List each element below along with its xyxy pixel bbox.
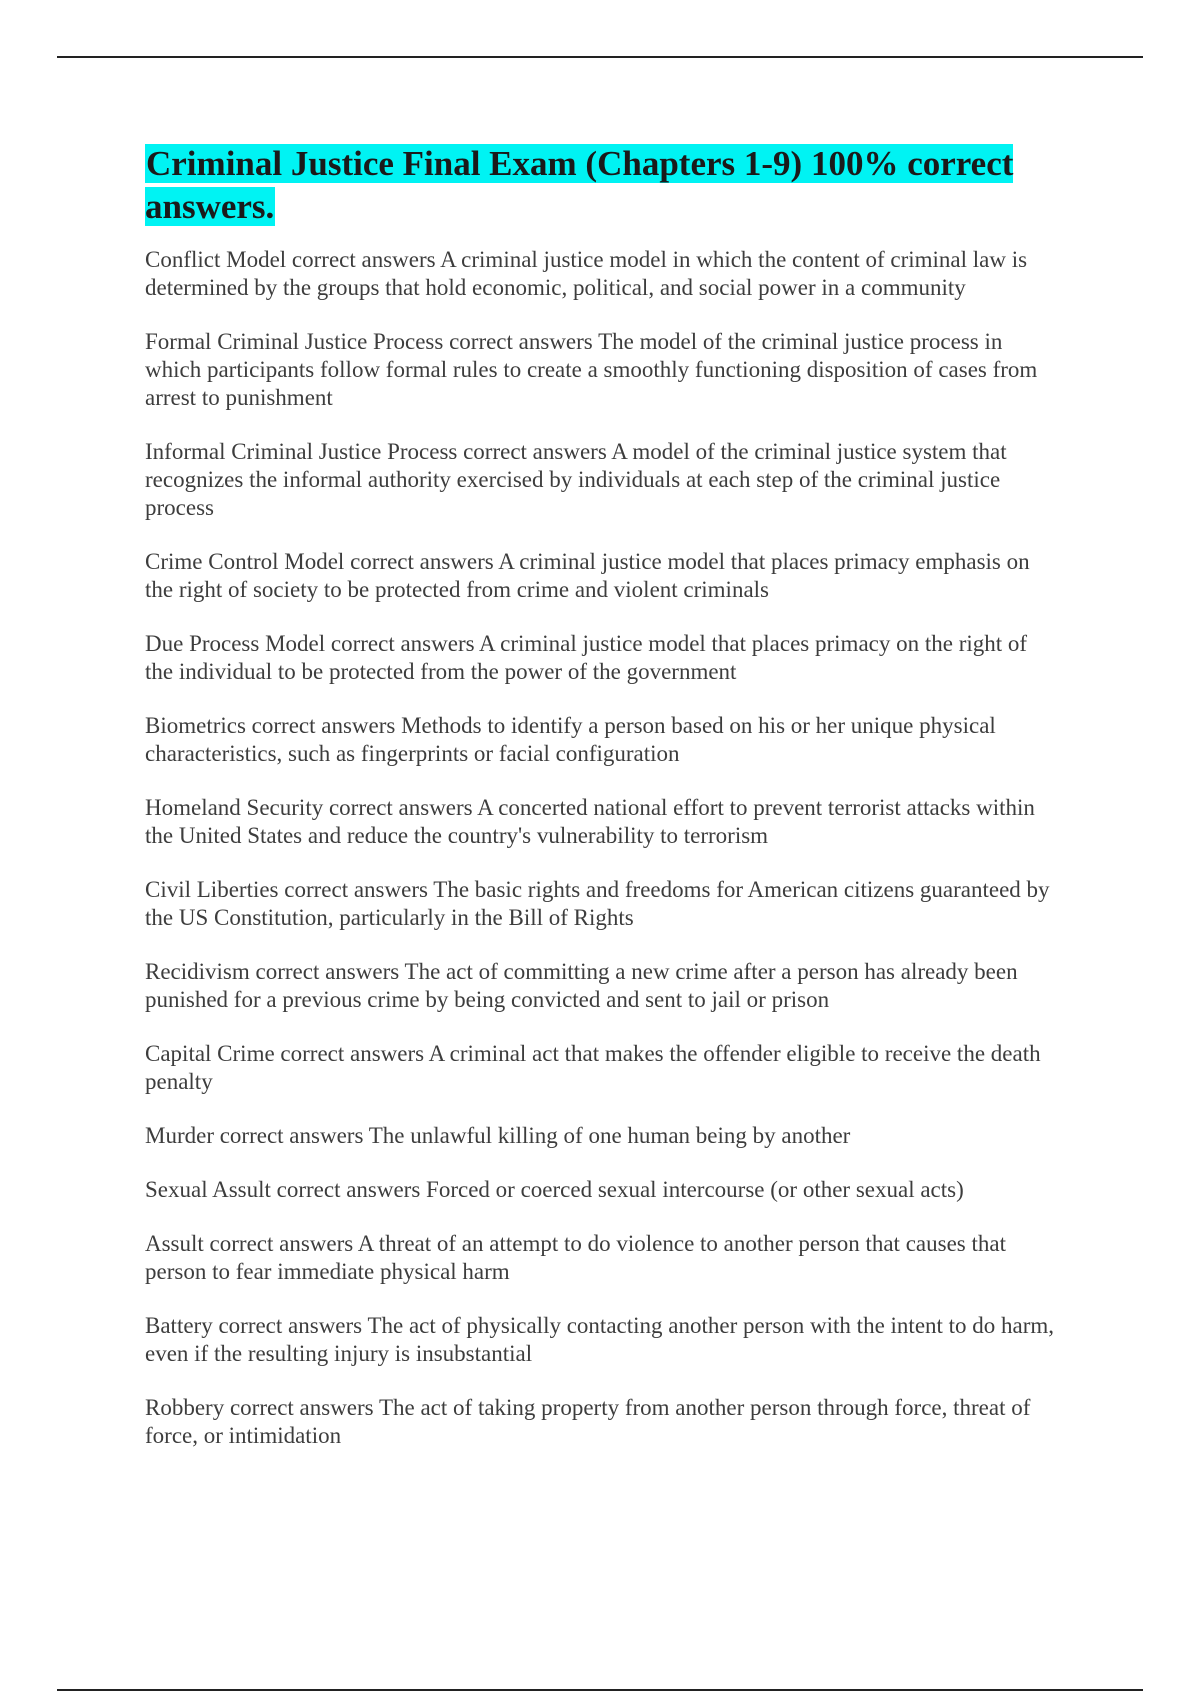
glossary-entry: Battery correct answers The act of physically contacting another person with the intent to do harm, even if the resulting injury is insubstantial xyxy=(145,1313,1055,1366)
glossary-entry: Capital Crime correct answers A criminal act that makes the offender eligible to receive the death penalty xyxy=(145,1041,1041,1094)
header-rule xyxy=(57,56,1143,58)
document-title xyxy=(145,142,1060,228)
glossary-entry: Assult correct answers A threat of an attempt to do violence to another person that causes that person to fear immediate physical harm xyxy=(145,1231,1006,1284)
glossary-list xyxy=(145,246,1060,1450)
glossary-entry: Homeland Security correct answers A concerted national effort to prevent terrorist attacks within the United States and reduce the country's vulnerability to terrorism xyxy=(145,795,1035,848)
glossary-entry: Conflict Model correct answers A criminal justice model in which the content of criminal law is determined by the groups that hold economic, political, and social power in a community xyxy=(145,247,1028,300)
glossary-entry: Formal Criminal Justice Process correct answers The model of the criminal justice process in which participants follow formal rules to create a smoothly functioning disposition of cases from arrest to punishment xyxy=(145,329,1038,410)
glossary-entry: Due Process Model correct answers A criminal justice model that places primacy on the right of the individual to be protected from the power of the government xyxy=(145,631,1028,684)
glossary-entry: Crime Control Model correct answers A criminal justice model that places primacy emphasis on the right of society to be protected from crime and violent criminals xyxy=(145,549,1030,602)
title-highlight: Criminal Justice Final Exam (Chapters 1-9) 100% correct answers. xyxy=(145,144,1014,226)
footer-rule xyxy=(57,1689,1143,1691)
document-body xyxy=(145,142,1060,1476)
glossary-entry: Recidivism correct answers The act of committing a new crime after a person has already been punished for a previous crime by being convicted and sent to jail or prison xyxy=(145,959,1018,1012)
glossary-entry: Civil Liberties correct answers The basic rights and freedoms for American citizens guaranteed by the US Constitution, particularly in the Bill of Rights xyxy=(145,877,1050,930)
glossary-entry: Informal Criminal Justice Process correct answers A model of the criminal justice system that recognizes the informal authority exercised by individuals at each step of the criminal justice process xyxy=(145,439,1007,520)
glossary-entry: Murder correct answers The unlawful killing of one human being by another xyxy=(145,1123,851,1148)
glossary-entry: Robbery correct answers The act of taking property from another person through force, threat of force, or intimidation xyxy=(145,1395,1031,1448)
glossary-entry: Sexual Assult correct answers Forced or coerced sexual intercourse (or other sexual acts) xyxy=(145,1177,964,1202)
glossary-entry: Biometrics correct answers Methods to identify a person based on his or her unique physical characteristics, such as fingerprints or facial configuration xyxy=(145,713,996,766)
